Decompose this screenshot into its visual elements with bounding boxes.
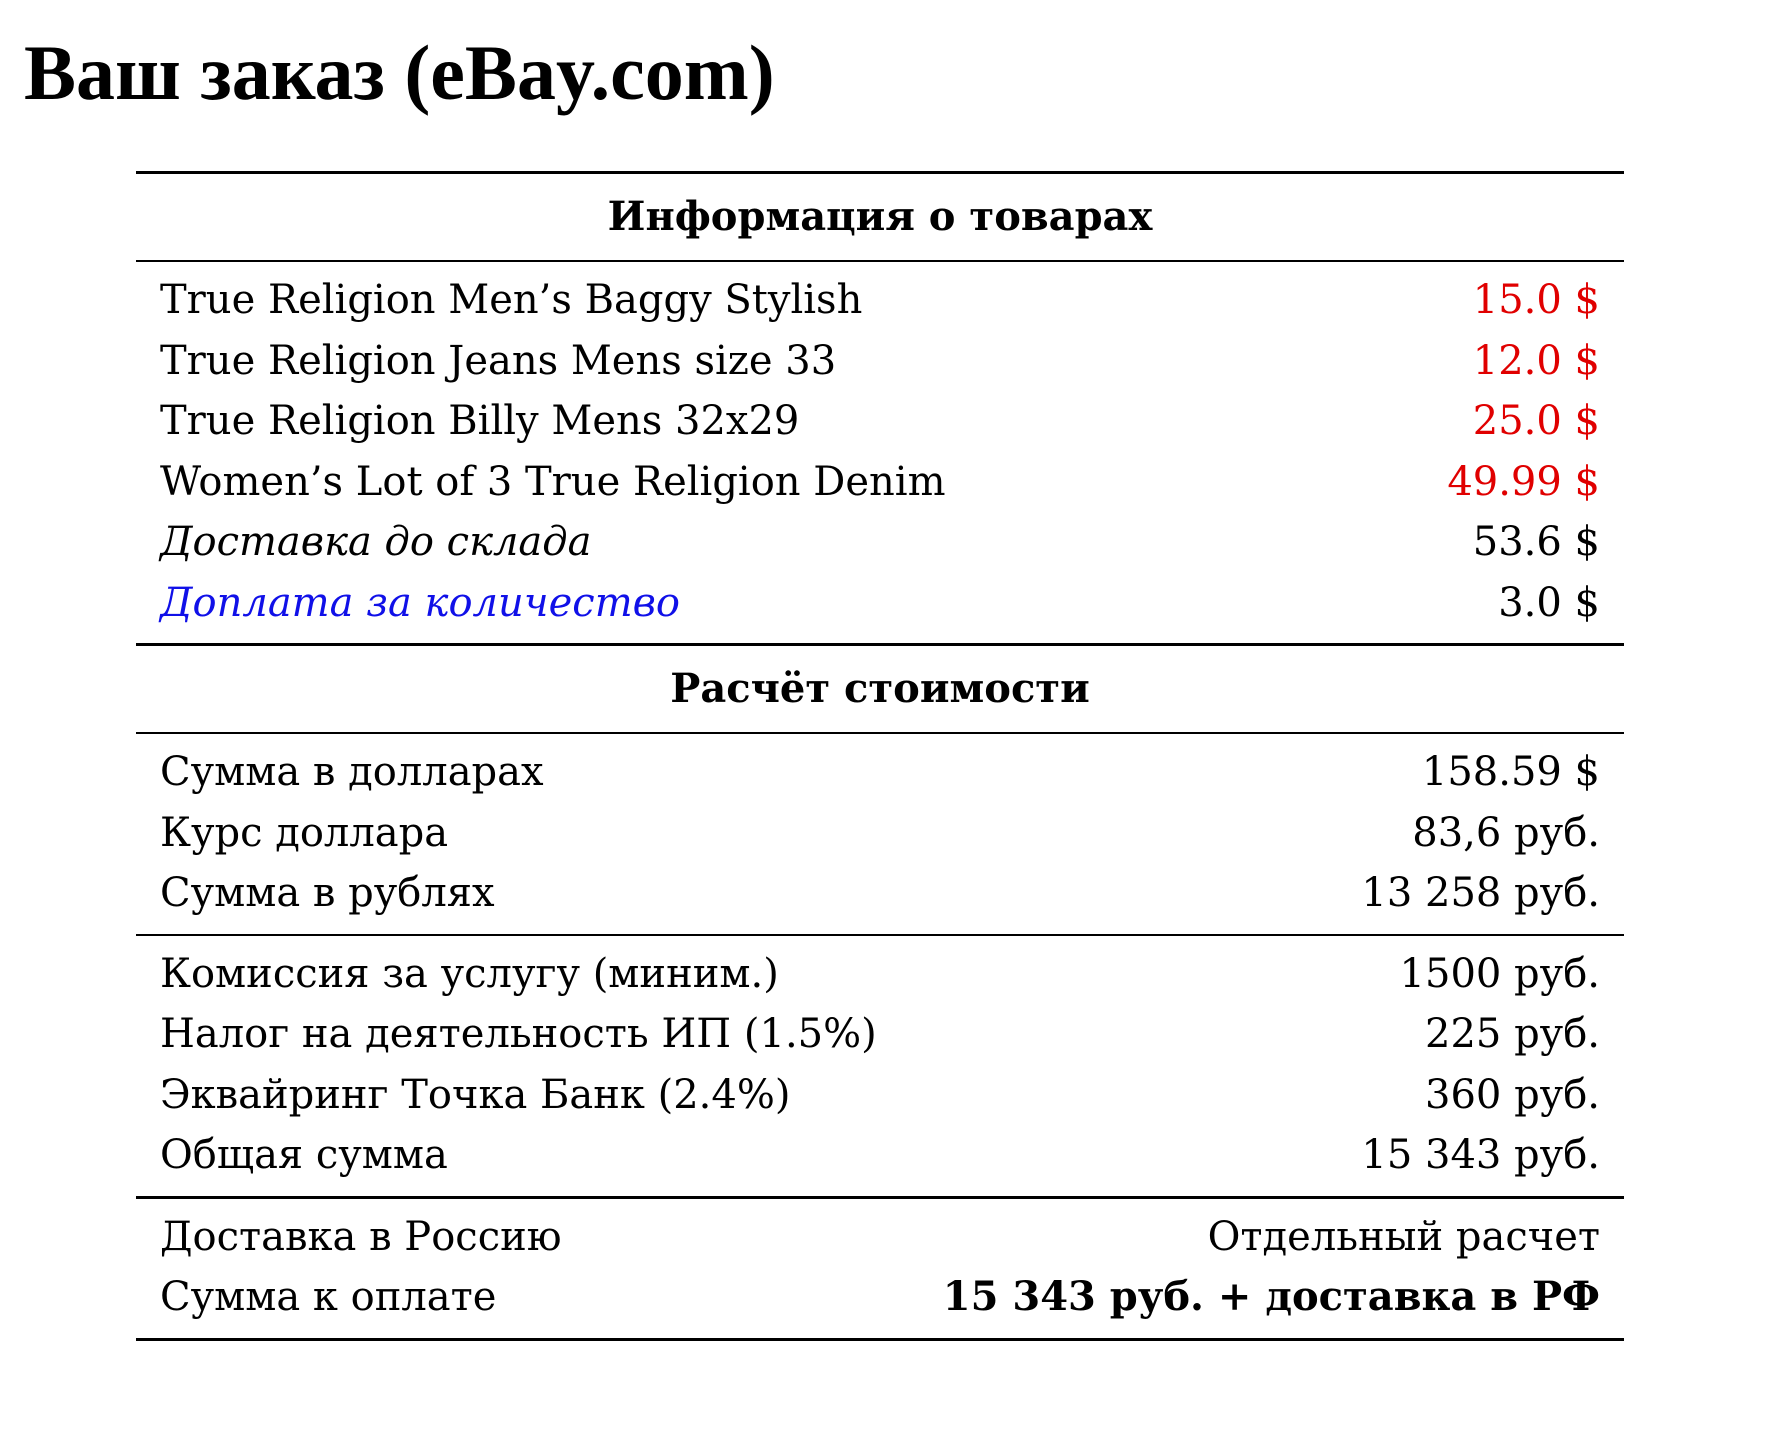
acquiring-label: Эквайринг Точка Банк (2.4%): [160, 1071, 791, 1118]
service-fee-label: Комиссия за услугу (миним.): [160, 950, 779, 997]
tax-row: [136, 1004, 1624, 1065]
item-price: 25.0 $: [1472, 398, 1600, 444]
acquiring-value: 360 руб.: [1425, 1071, 1600, 1118]
item-row: [136, 270, 1624, 331]
tax-label: Налог на деятельность ИП (1.5%): [160, 1011, 877, 1057]
russia-shipping-label: Доставка в Россию: [160, 1213, 562, 1260]
russia-shipping-row: [136, 1207, 1624, 1268]
item-price: 49.99 $: [1447, 458, 1600, 505]
rub-total-label: Сумма в рублях: [160, 870, 495, 916]
items-section-heading: Информация о товарах: [607, 193, 1153, 240]
usd-total-row: [136, 742, 1624, 803]
item-name: True Religion Billy Mens 32x29: [160, 398, 800, 444]
fees-list: [136, 936, 1624, 1196]
warehouse-shipping-row: [136, 512, 1624, 573]
grand-total-row: [136, 1125, 1624, 1186]
order-summary-table: [136, 171, 1624, 1341]
warehouse-shipping-value: 53.6 $: [1472, 519, 1600, 565]
exchange-rate-label: Курс доллара: [160, 809, 449, 856]
warehouse-shipping-label: Доставка до склада: [160, 519, 592, 565]
amount-due-row: [136, 1267, 1624, 1328]
russia-shipping-value: Отдельный расчет: [1207, 1213, 1600, 1260]
item-row: [136, 391, 1624, 452]
cost-section-heading: Расчёт стоимости: [670, 665, 1090, 712]
grand-total-label: Общая сумма: [160, 1132, 448, 1178]
conversion-list: [136, 734, 1624, 934]
service-fee-value: 1500 руб.: [1399, 950, 1600, 997]
exchange-rate-row: [136, 803, 1624, 864]
acquiring-row: [136, 1065, 1624, 1126]
exchange-rate-value: 83,6 руб.: [1412, 809, 1600, 856]
tax-value: 225 руб.: [1425, 1011, 1600, 1057]
usd-total-value: 158.59 $: [1421, 749, 1600, 795]
rub-total-value: 13 258 руб.: [1361, 870, 1600, 916]
grand-total-value: 15 343 руб.: [1361, 1132, 1600, 1178]
quantity-surcharge-value: 3.0 $: [1498, 579, 1600, 626]
item-row: [136, 331, 1624, 392]
item-row: [136, 452, 1624, 513]
amount-due-value: 15 343 руб. + доставка в РФ: [942, 1273, 1600, 1320]
table-bottom-rule: [136, 1338, 1624, 1341]
service-fee-row: [136, 944, 1624, 1005]
item-name: True Religion Men’s Baggy Stylish: [160, 277, 863, 323]
items-list: [136, 262, 1624, 643]
rub-total-row: [136, 863, 1624, 924]
item-price: 12.0 $: [1472, 337, 1600, 384]
item-price: 15.0 $: [1472, 277, 1600, 323]
item-name: Women’s Lot of 3 True Religion Denim: [160, 458, 946, 505]
final-list: [136, 1199, 1624, 1338]
quantity-surcharge-link[interactable]: Доплата за количество: [160, 579, 680, 626]
usd-total-label: Сумма в долларах: [160, 749, 544, 795]
page-title: Ваш заказ (eBay.com): [24, 29, 775, 116]
quantity-surcharge-row: [136, 573, 1624, 634]
item-name: True Religion Jeans Mens size 33: [160, 337, 837, 384]
amount-due-label: Сумма к оплате: [160, 1274, 497, 1320]
